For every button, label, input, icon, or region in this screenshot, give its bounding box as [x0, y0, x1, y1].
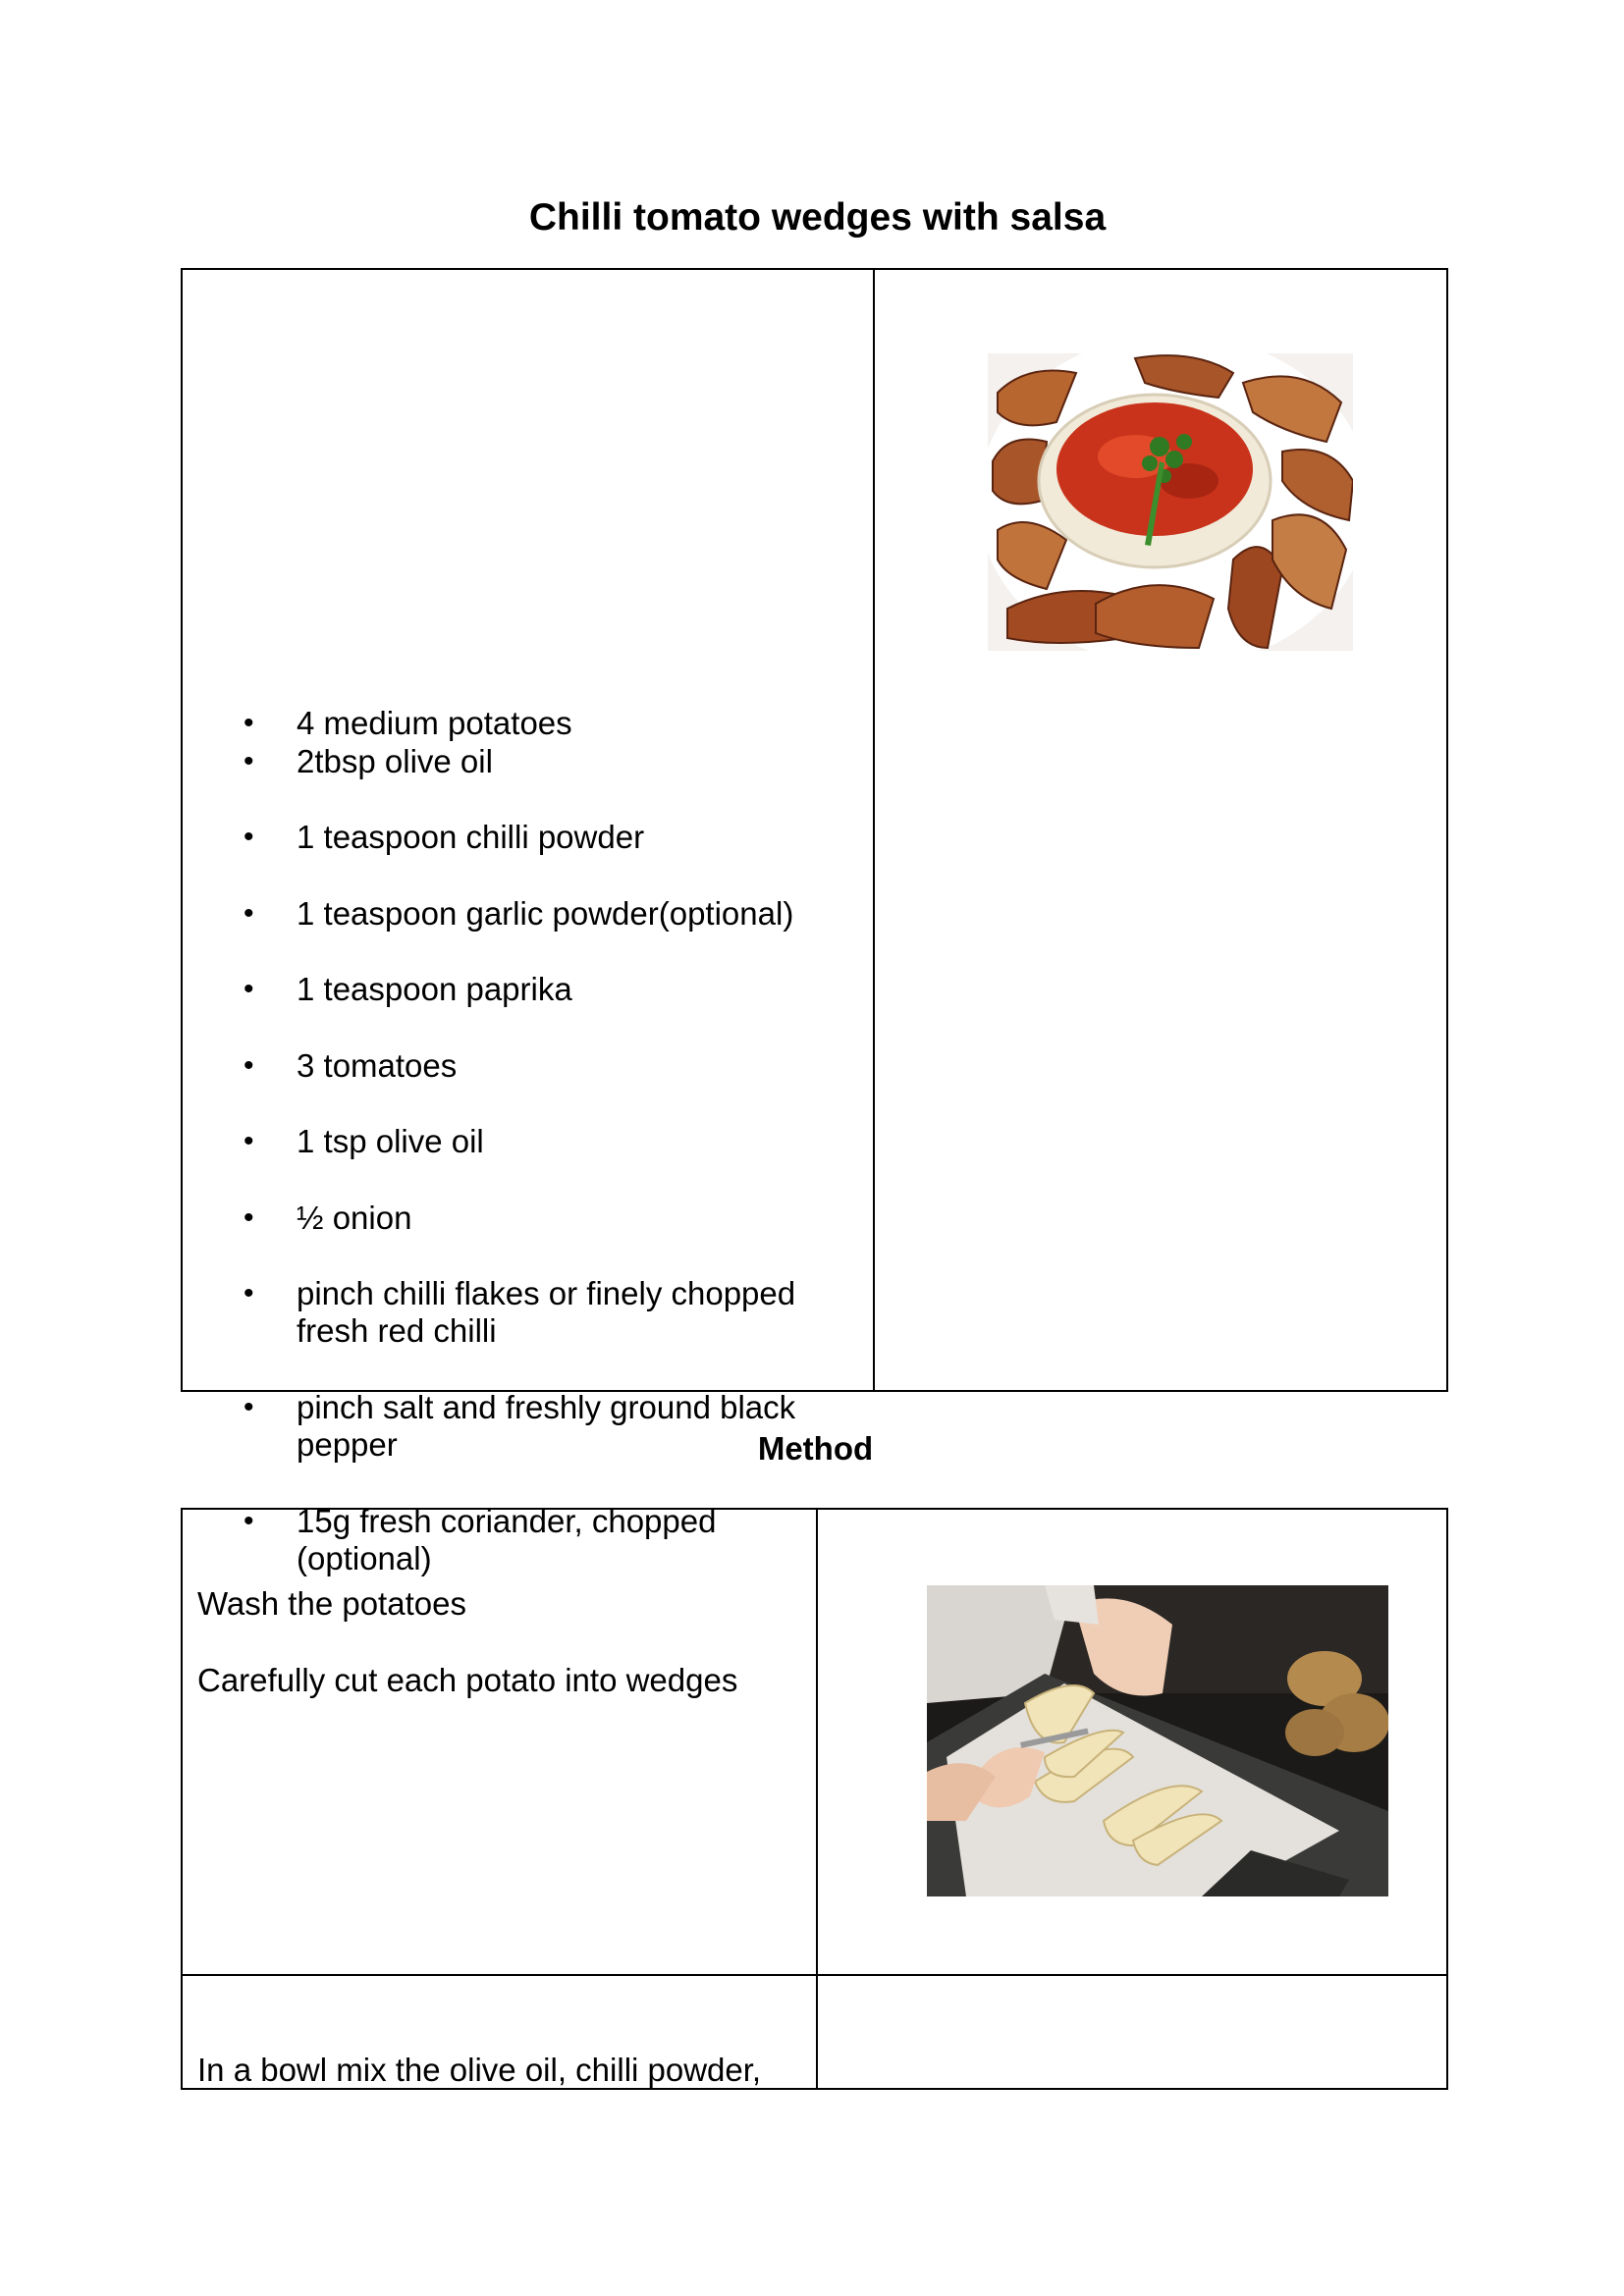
- bullet-icon: •: [244, 707, 254, 739]
- cutting-potatoes-photo: [927, 1585, 1388, 1896]
- method-heading: Method: [757, 1430, 874, 1467]
- bullet-icon: •: [244, 1201, 254, 1234]
- recipe-title: Chilli tomato wedges with salsa: [528, 196, 1107, 239]
- wedges-salsa-photo: [988, 353, 1353, 651]
- ingredient-text: 1 tsp olive oil: [297, 1123, 484, 1159]
- ingredient-text: 3 tomatoes: [297, 1047, 458, 1084]
- ingredient-text: 1 teaspoon garlic powder(optional): [297, 895, 794, 932]
- ingredient-text: pinch chilli flakes or finely chopped fresh red chilli: [297, 1275, 796, 1349]
- column-divider: [816, 1510, 818, 2088]
- bullet-icon: •: [244, 1505, 254, 1537]
- bullet-icon: •: [244, 1277, 254, 1309]
- method-step: Carefully cut each potato into wedges: [197, 1662, 738, 1698]
- method-step: Wash the potatoes: [197, 1585, 466, 1622]
- bullet-icon: •: [244, 1125, 254, 1157]
- method-step: In a bowl mix the olive oil, chilli powder,: [197, 2052, 762, 2088]
- ingredient-text: pinch salt and freshly ground black pepper: [297, 1389, 796, 1463]
- ingredient-text: ½ onion: [297, 1200, 412, 1236]
- column-divider: [873, 270, 875, 1390]
- bullet-icon: •: [244, 745, 254, 777]
- method-table: [181, 1508, 1448, 2090]
- bullet-icon: •: [244, 1049, 254, 1082]
- row-divider: [183, 1974, 1446, 1976]
- bullet-icon: •: [244, 897, 254, 930]
- bullet-icon: •: [244, 1391, 254, 1423]
- ingredient-text: 1 teaspoon chilli powder: [297, 819, 645, 855]
- ingredient-text: 2tbsp olive oil: [297, 743, 493, 779]
- bullet-icon: •: [244, 973, 254, 1005]
- ingredient-text: 1 teaspoon paprika: [297, 971, 572, 1007]
- ingredient-text: 4 medium potatoes: [297, 705, 572, 741]
- bullet-icon: •: [244, 821, 254, 853]
- ingredient-text: 15g fresh coriander, chopped (optional): [297, 1503, 717, 1576]
